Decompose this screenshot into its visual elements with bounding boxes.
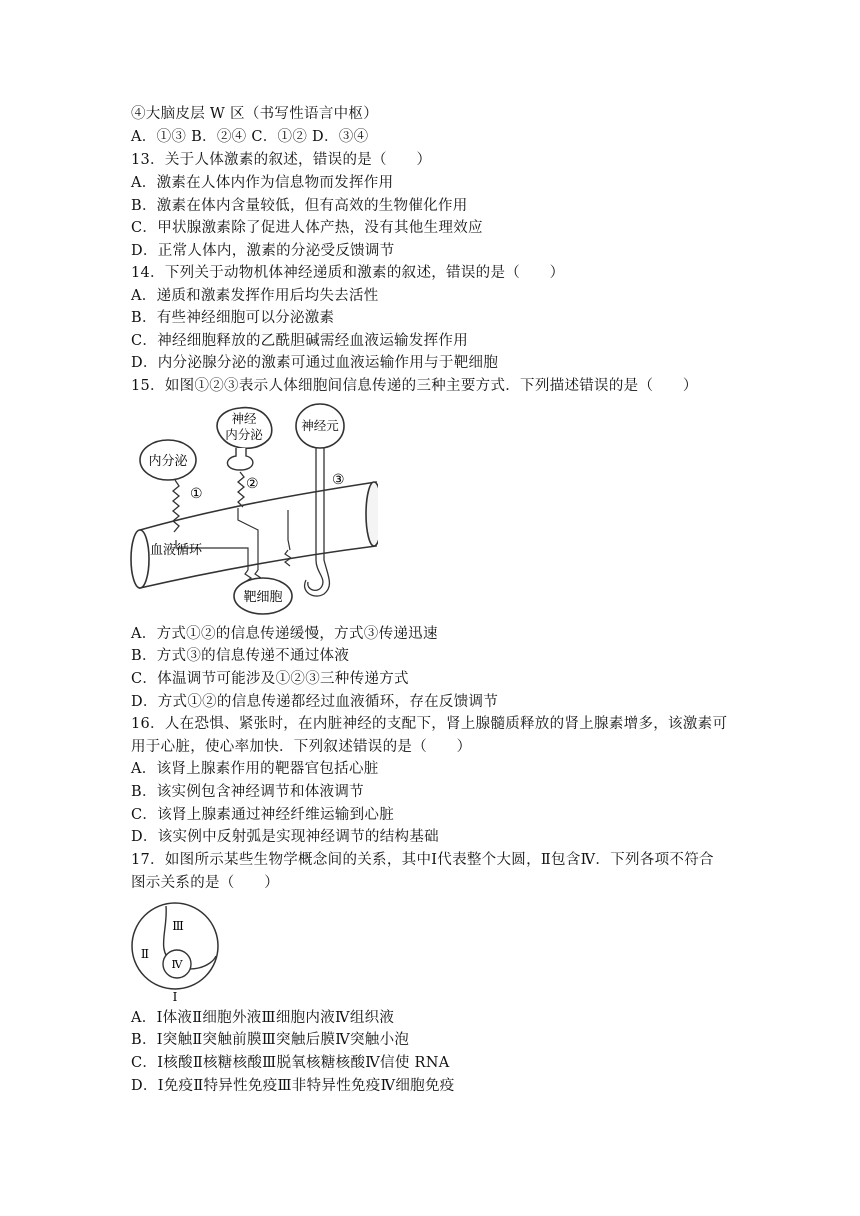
label-I: Ⅰ xyxy=(172,990,178,1004)
figure-15-signal-diagram xyxy=(128,400,378,620)
question-14: 14．下列关于动物机体神经递质和激素的叙述，错误的是（ ） xyxy=(131,265,565,281)
q14-option-b: B．有些神经细胞可以分泌激素 xyxy=(131,310,335,326)
pathway-1-marker: ① xyxy=(190,486,203,502)
label-II: Ⅱ xyxy=(140,947,150,961)
q13-option-b: B．激素在体内含量较低，但有高效的生物催化作用 xyxy=(131,198,468,214)
question-15: 15．如图①②③表示人体细胞间信息传递的三种主要方式．下列描述错误的是（ ） xyxy=(131,378,698,394)
neuro-endocrine-stalk xyxy=(227,448,252,470)
neuron-label: 神经元 xyxy=(301,418,339,433)
q13-option-a: A．激素在人体内作为信息物而发挥作用 xyxy=(131,175,394,191)
q17-option-c: C．Ⅰ核酸Ⅱ核糖核酸Ⅲ脱氧核糖核酸Ⅳ信使 RNA xyxy=(131,1055,450,1071)
line-l02: A．①③ B．②④ C．①② D．③④ xyxy=(131,129,369,145)
q13-option-c: C．甲状腺激素除了促进人体产热，没有其他生理效应 xyxy=(131,220,483,236)
q15-option-b: B．方式③的信息传递不通过体液 xyxy=(131,648,350,664)
q14-option-c: C．神经细胞释放的乙酰胆碱需经血液运输发挥作用 xyxy=(131,333,468,349)
blood-label: 血液循环 xyxy=(150,543,203,558)
blood-vessel-opening xyxy=(131,530,149,588)
pathway-3-marker: ③ xyxy=(332,472,345,488)
q16-option-c: C．该肾上腺素通过神经纤维运输到心脏 xyxy=(131,807,394,823)
line-l01: ④大脑皮层 W 区（书写性语言中枢） xyxy=(131,106,379,122)
q15-option-d: D．方式①②的信息传递都经过血液循环，存在反馈调节 xyxy=(131,694,499,710)
q15-option-c: C．体温调节可能涉及①②③三种传递方式 xyxy=(131,671,409,687)
pathway-2-line xyxy=(238,472,244,507)
question-16-cont: 用于心脏，使心率加快．下列叙述错误的是（ ） xyxy=(131,739,472,755)
q17-option-d: D．Ⅰ免疫Ⅱ特异性免疫Ⅲ非特异性免疫Ⅳ细胞免疫 xyxy=(131,1078,455,1094)
neuro-endocrine-label-2: 内分泌 xyxy=(225,427,263,442)
neuro-endocrine-label-1: 神经 xyxy=(231,411,257,426)
q14-option-d: D．内分泌腺分泌的激素可通过血液运输作用与于靶细胞 xyxy=(131,355,499,371)
endocrine-label: 内分泌 xyxy=(148,454,188,469)
question-17: 17．如图所示某些生物学概念间的关系，其中Ⅰ代表整个大圆，Ⅱ包含Ⅳ．下列各项不符合 xyxy=(131,852,714,868)
question-16: 16．人在恐惧、紧张时，在内脏神经的支配下，肾上腺髓质释放的肾上腺素增多，该激素可 xyxy=(131,716,728,732)
question-17-cont: 图示关系的是（ ） xyxy=(131,875,279,891)
q17-option-a: A．Ⅰ体液Ⅱ细胞外液Ⅲ细胞内液Ⅳ组织液 xyxy=(131,1010,395,1026)
q16-option-a: A．该肾上腺素作用的靶器官包括心脏 xyxy=(131,761,379,777)
question-13: 13．关于人体激素的叙述，错误的是（ ） xyxy=(131,152,432,168)
q16-option-b: B．该实例包含神经调节和体液调节 xyxy=(131,784,364,800)
q14-option-a: A．递质和激素发挥作用后均失去活性 xyxy=(131,288,379,304)
q13-option-d: D．正常人体内，激素的分泌受反馈调节 xyxy=(131,243,395,259)
figure-17-venn-diagram xyxy=(128,900,228,1005)
q17-option-b: B．Ⅰ突触Ⅱ突触前膜Ⅲ突触后膜Ⅳ突触小泡 xyxy=(131,1032,410,1048)
pathway-2-marker: ② xyxy=(246,476,259,492)
q16-option-d: D．该实例中反射弧是实现神经调节的结构基础 xyxy=(131,829,439,845)
label-III: Ⅲ xyxy=(172,919,184,933)
target-label: 靶细胞 xyxy=(243,590,283,605)
label-IV: Ⅳ xyxy=(171,958,183,971)
blood-vessel-end xyxy=(366,482,378,546)
q15-option-a: A．方式①②的信息传递缓慢，方式③传递迅速 xyxy=(131,626,438,642)
